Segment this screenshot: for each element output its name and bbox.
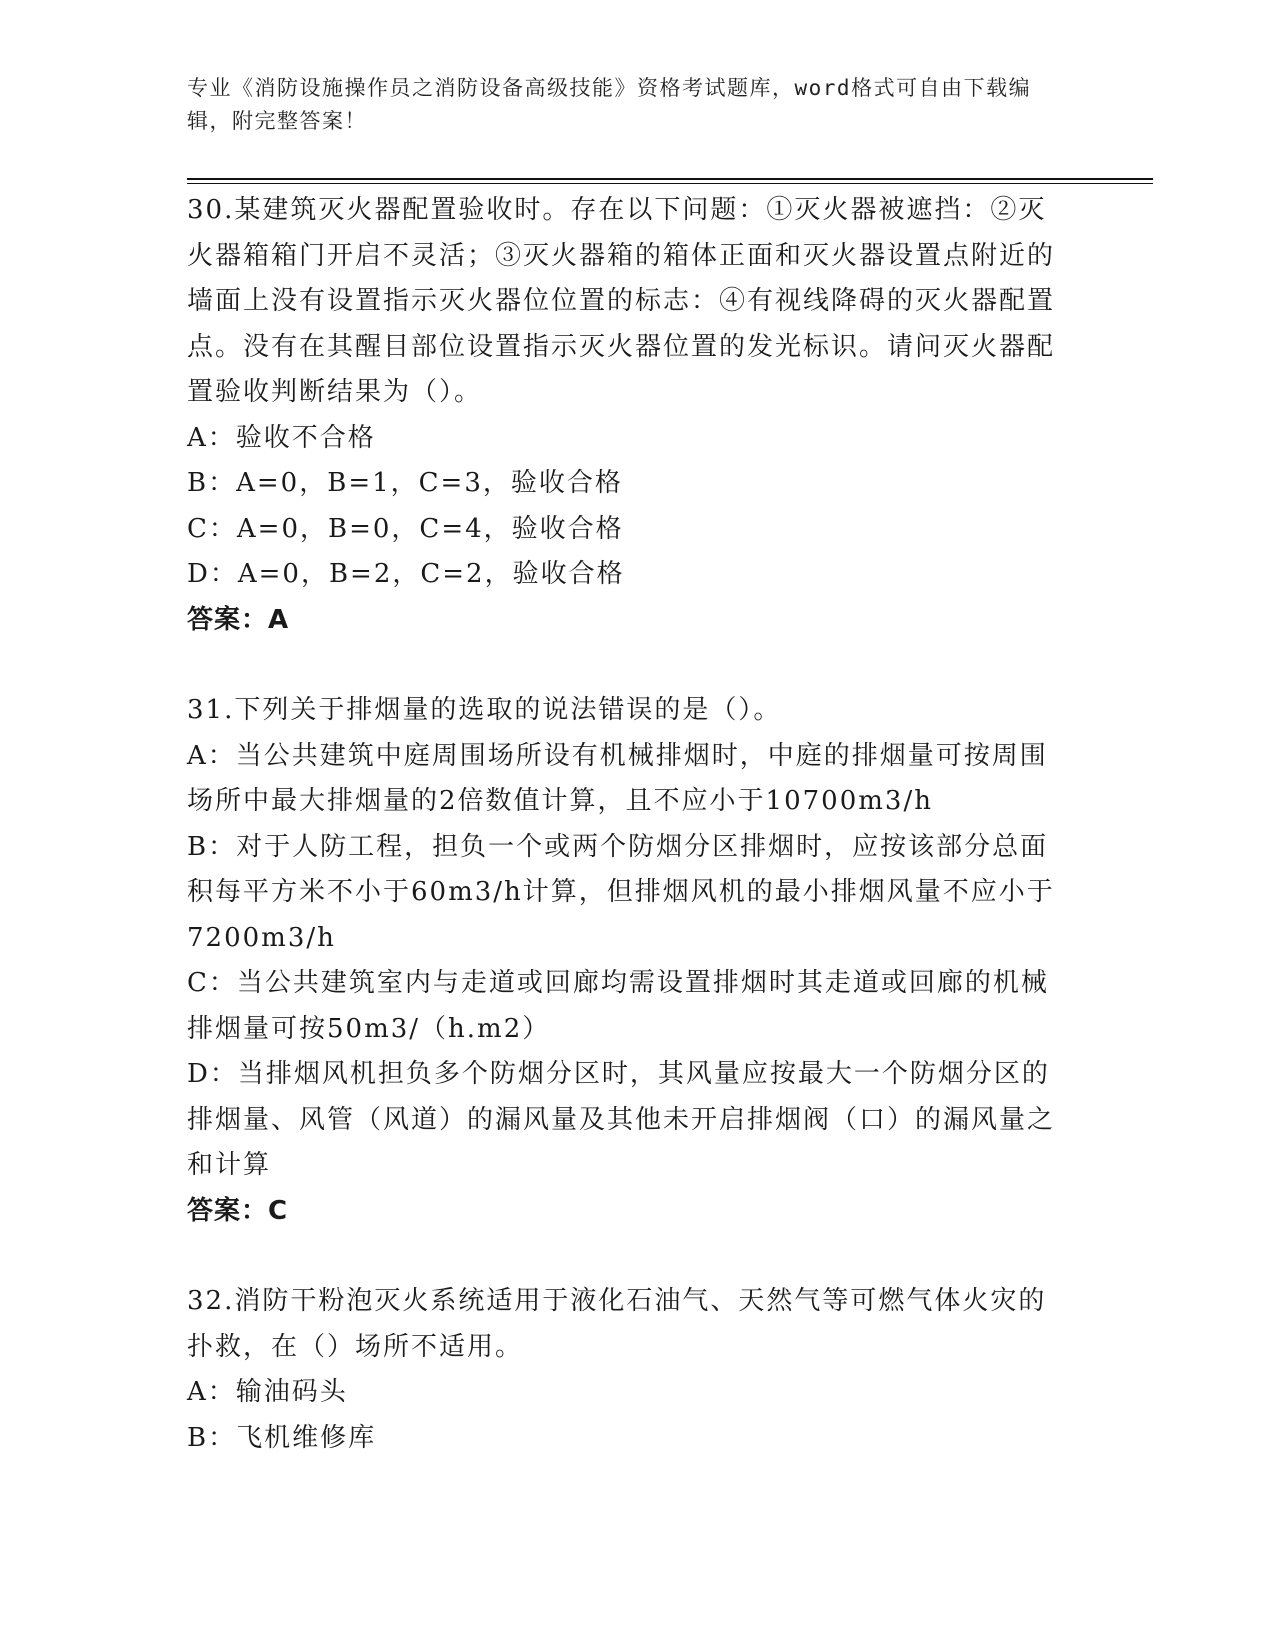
option-d: D：当排烟风机担负多个防烟分区时，其风量应按最大一个防烟分区的排烟量、风管（风道）的漏风量及其他未开启排烟阀（口）的漏风量之和计算 [187,1059,1056,1180]
question-32 [187,1279,1067,1461]
option-c: C：当公共建筑室内与走道或回廊均需设置排烟时其走道或回廊的机械排烟量可按50m3/（h.m2） [187,968,1049,1044]
question-gap [187,1234,1067,1279]
question-stem: 31.下列关于排烟量的选取的说法错误的是（）。 [187,695,782,725]
answer-line: 答案：C [187,1195,289,1226]
option-a: A：当公共建筑中庭周围场所设有机械排烟时，中庭的排烟量可按周围场所中最大排烟量的2倍数值计算，且不应小于10700m3/h [187,740,1048,816]
question-stem: 30.某建筑灭火器配置验收时。存在以下问题：①灭火器被遮挡：②灭火器箱箱门开启不灵活；③灭火器箱的箱体正面和灭火器设置点附近的墙面上没有设置指示灭火器位位置的标志：④有视线降碍的灭火器配置点。没有在其醒目部位设置指示灭火器位置的发光标识。请问灭火器配置验收判断结果为（）。 [187,195,1056,407]
question-31 [187,688,1067,1234]
question-list [187,188,1067,1461]
option-a: A：输油码头 [187,1377,348,1407]
option-b: B：A=0，B=1，C=3，验收合格 [187,468,623,498]
question-gap [187,643,1067,688]
question-stem: 32.消防干粉泡灭火系统适用于液化石油气、天然气等可燃气体火灾的扑救，在（）场所不适用。 [187,1286,1047,1362]
option-d: D：A=0，B=2，C=2，验收合格 [187,559,625,589]
header-rule-thick [187,178,1153,180]
option-b: B：飞机维修库 [187,1422,377,1453]
answer-line: 答案：A [187,604,290,635]
question-30 [187,188,1067,643]
header-rule-thin [187,183,1153,184]
document-header: 专业《消防设施操作员之消防设备高级技能》资格考试题库，word格式可自由下载编辑，附完整答案！ [187,76,1032,133]
option-c: C：A=0，B=0，C=4，验收合格 [187,513,624,544]
option-b: B：对于人防工程，担负一个或两个防烟分区排烟时，应按该部分总面积每平方米不小于60m3/h计算，但排烟风机的最小排烟风量不应小于7200m3/h [187,831,1055,953]
option-a: A：验收不合格 [187,422,376,453]
